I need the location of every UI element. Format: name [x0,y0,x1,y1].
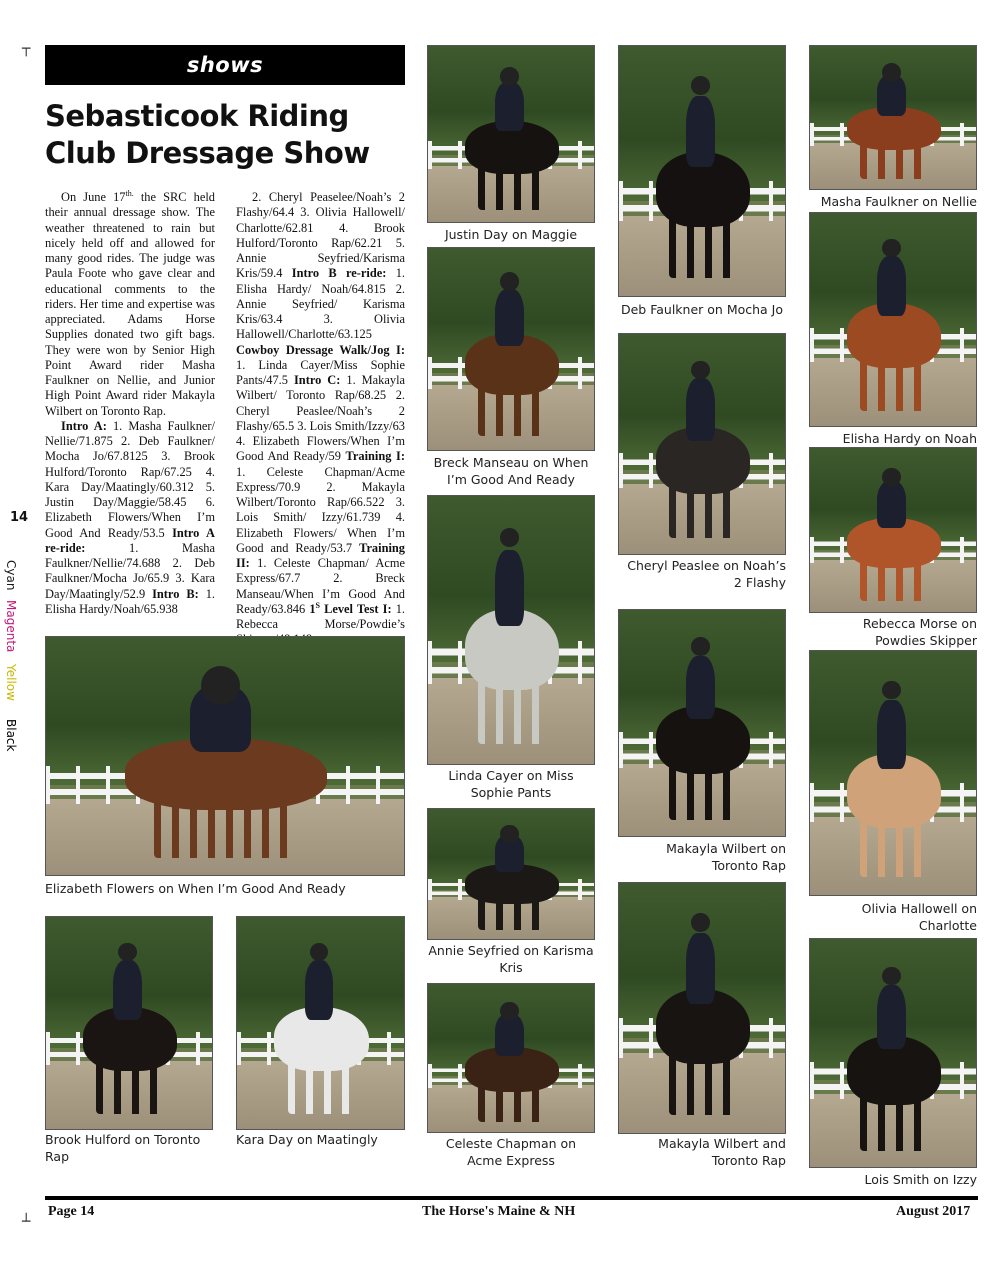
footer-publication: The Horse's Maine & NH [422,1204,576,1219]
superscript: S [315,600,320,610]
rider-figure [495,289,524,346]
rider-helmet [118,943,136,961]
photo-annie [427,808,595,940]
rider-figure [686,96,715,167]
footer-rule [45,1196,978,1200]
registration-label-yellow: Yellow [4,663,18,701]
result-heading: 1 [309,601,316,616]
result-heading: Intro B: [152,586,199,601]
result-heading: Intro B re-ride: [291,266,387,281]
photo-caption-brook: Brook Hulford on Toronto Rap [45,1132,201,1164]
rider-helmet [500,528,518,546]
footer-date: August 2017 [896,1204,971,1219]
photo-elizabeth [45,636,405,876]
horse-legs [478,674,545,744]
photo-makayla2 [618,882,786,1134]
result-heading: Level Test I: [319,601,392,616]
horse-legs [154,795,298,857]
photo-elisha [809,212,977,427]
photo-caption-kara: Kara Day on Maatingly [236,1132,378,1147]
photo-caption-lois: Lois Smith on Izzy [864,1172,977,1187]
photo-linda [427,495,595,765]
photo-deb [618,45,786,297]
photo-caption-breck: Breck Manseau on When I’m Good And Ready [433,455,589,487]
footer-page-label: Page 14 [48,1204,95,1219]
photo-caption-elizabeth: Elizabeth Flowers on When I’m Good And Ready [45,881,346,896]
rider-helmet [500,67,518,85]
horse-legs [478,163,545,209]
horse-legs [478,896,545,930]
result-heading: Training II: [236,540,405,570]
horse-legs [96,1058,163,1114]
registration-label-cyan: Cyan [4,560,18,591]
horse-legs [669,760,736,819]
rider-figure [495,82,524,132]
rider-figure [495,550,524,626]
rider-helmet [882,681,900,699]
crop-mark-bottom: ┴ [22,1214,31,1230]
article-text: 1. Masha Faulkner/Nellie/74.688 2. Deb Faulkner/Mocha Jo/65.9 3. Kara Day/Maatingly/52.9 [45,540,215,601]
result-heading: Intro A: [61,418,107,433]
rider-helmet [882,63,900,81]
article-headline [45,98,415,172]
photo-celeste [427,983,595,1133]
rider-figure [877,700,906,769]
rider-helmet [691,76,709,94]
rider-figure [686,933,715,1004]
article-text: 1. Linda Cayer/Miss Sophie Pants/47.5 [236,357,405,387]
article-text: 1. Rebecca Morse/Powdie’s [236,601,406,631]
rider-helmet [691,361,709,379]
photo-caption-makayla: Makayla Wilbert on Toronto Rap [666,841,786,873]
photo-caption-makayla2: Makayla Wilbert and Toronto Rap [658,1136,786,1168]
article-text: 1. Elisha Hardy/Noah/65.938 [45,586,215,616]
article-text: 1. Elisha Hardy/ Noah/64.815 2. Annie Seyfried/ Karisma Kris/63.4 3. Olivia Hallowell/Charlotte/63.125 [236,266,405,342]
rider-figure [686,378,715,440]
article-text: 2. Cheryl Peaselee/Noah’s 2 Flashy/64.4 3. Olivia Hallowell/ Charlotte/62.81 4. Brook Hulford/Toronto Rap/62.21 5. Annie Seyfried/Karisma Kris/59.4 [236,190,405,281]
rider-helmet [882,967,900,985]
photo-caption-masha: Masha Faulkner on Nellie [820,194,977,209]
photo-brook [45,916,213,1130]
rider-helmet [691,637,709,655]
photo-caption-cheryl: Cheryl Peaslee on Noah’s 2 Flashy [627,558,786,590]
photo-makayla [618,609,786,837]
horse-legs [860,558,927,601]
horse-legs [860,1091,927,1151]
rider-figure [877,256,906,316]
article-paragraph [45,419,215,617]
photo-caption-elisha: Elisha Hardy on Noah [842,431,977,446]
article-text: 1. Masha Faulkner/ Nellie/71.875 2. Deb Faulkner/ Mocha Jo/67.8125 3. Brook Hulford/Toronto Rap/67.25 4. Kara Day/Maatingly/60.312 5. Justin Day/Maggie/58.45 6. Elizabeth Flowers/When I’m Good And Ready/53.5 [45,418,215,540]
rider-figure [686,656,715,720]
headline-line-2: Club Dressage Show [45,136,370,170]
rider-helmet [500,1002,518,1020]
rider-figure [877,985,906,1049]
horse-legs [669,1049,736,1115]
result-heading: Training I: [345,449,405,464]
article-paragraph [236,190,405,648]
rider-figure [877,481,906,527]
result-heading: Intro C: [293,373,341,387]
horse-legs [288,1058,356,1114]
article-column-2 [236,190,405,648]
rider-figure [113,960,142,1020]
photo-justin [427,45,595,223]
photo-caption-rebecca: Rebecca Morse on Powdies Skipper [862,616,977,648]
article-paragraph [45,190,215,419]
rider-helmet [882,468,900,486]
horse-legs [669,481,736,539]
photo-caption-justin: Justin Day on Maggie [444,227,578,242]
rider-helmet [500,825,518,843]
rider-helmet [500,272,518,290]
horse-legs [860,355,927,411]
horse-legs [860,142,927,180]
superscript: th. [125,188,134,198]
photo-breck [427,247,595,451]
photo-caption-linda: Linda Cayer on Miss Sophie Pants [448,768,574,800]
rider-figure [305,960,334,1020]
photo-kara [236,916,405,1130]
photo-cheryl [618,333,786,555]
rider-helmet [691,913,709,931]
photo-rebecca [809,447,977,613]
photo-caption-annie: Annie Seyfried on Karisma Kris [428,943,594,975]
photo-caption-olivia: Olivia Hallowell on Charlotte [861,901,977,933]
photo-caption-deb: Deb Faulkner on Mocha Jo [620,302,784,317]
photo-olivia [809,650,977,896]
horse-legs [860,813,927,877]
registration-label-magenta: Magenta [4,600,18,653]
article-text: the SRC held their annual dressage show. The weather threatened to rain but nicely held off and allowed for many good rides. The judge was Paula Foote who gave clear and educational comments to the riders. Her time and expertise was appreciated. Adams Horse Supplies donated two gift bags. They were won by Senior High Point Award rider Masha Faulkner on Nellie, and Junior High Point Award rider Makayla Wilbert on Toronto Rap. [45,190,215,418]
article-text: 1. Celeste Chapman/ Acme Express/67.7 2. Breck Manseau/When I’m Good And Ready/63.846 [236,556,405,616]
article-text: 1. Makayla Wilbert/ Toronto Rap/68.25 2. Cheryl Peaslee/Noah’s 2 Flashy/65.5 3. Lois Smith/Izzy/63 4. Elizabeth Flowers/When I’m Good And Ready/59 [236,373,406,464]
rider-figure [495,1014,524,1056]
rider-helmet [882,239,900,257]
photo-masha [809,45,977,190]
crop-mark-top: ┬ [22,41,31,57]
photo-caption-celeste: Celeste Chapman on Acme Express [445,1136,577,1168]
headline-line-1: Sebasticook Riding [45,99,349,133]
horse-legs [478,1083,545,1122]
margin-page-number: 14 [10,510,29,525]
registration-color-labels [4,560,34,752]
horse-legs [669,212,736,278]
registration-label-black: Black [4,719,18,752]
result-heading: Cowboy Dressage Walk/Jog I: [236,342,405,357]
result-heading: Intro A re-ride: [45,525,215,555]
horse-legs [478,383,545,436]
article-column-1 [45,190,215,617]
article-text: On June 17 [61,190,126,204]
article-text: 1. Celeste Chapman/Acme Express/70.9 2. Makayla Wilbert/Toronto Rap/66.522 3. Lois Smith/ Izzy/61.739 4. Elizabeth Flowers/ When I’m Good and Ready/53.7 [236,464,405,555]
photo-lois [809,938,977,1168]
section-label: shows [45,45,405,85]
